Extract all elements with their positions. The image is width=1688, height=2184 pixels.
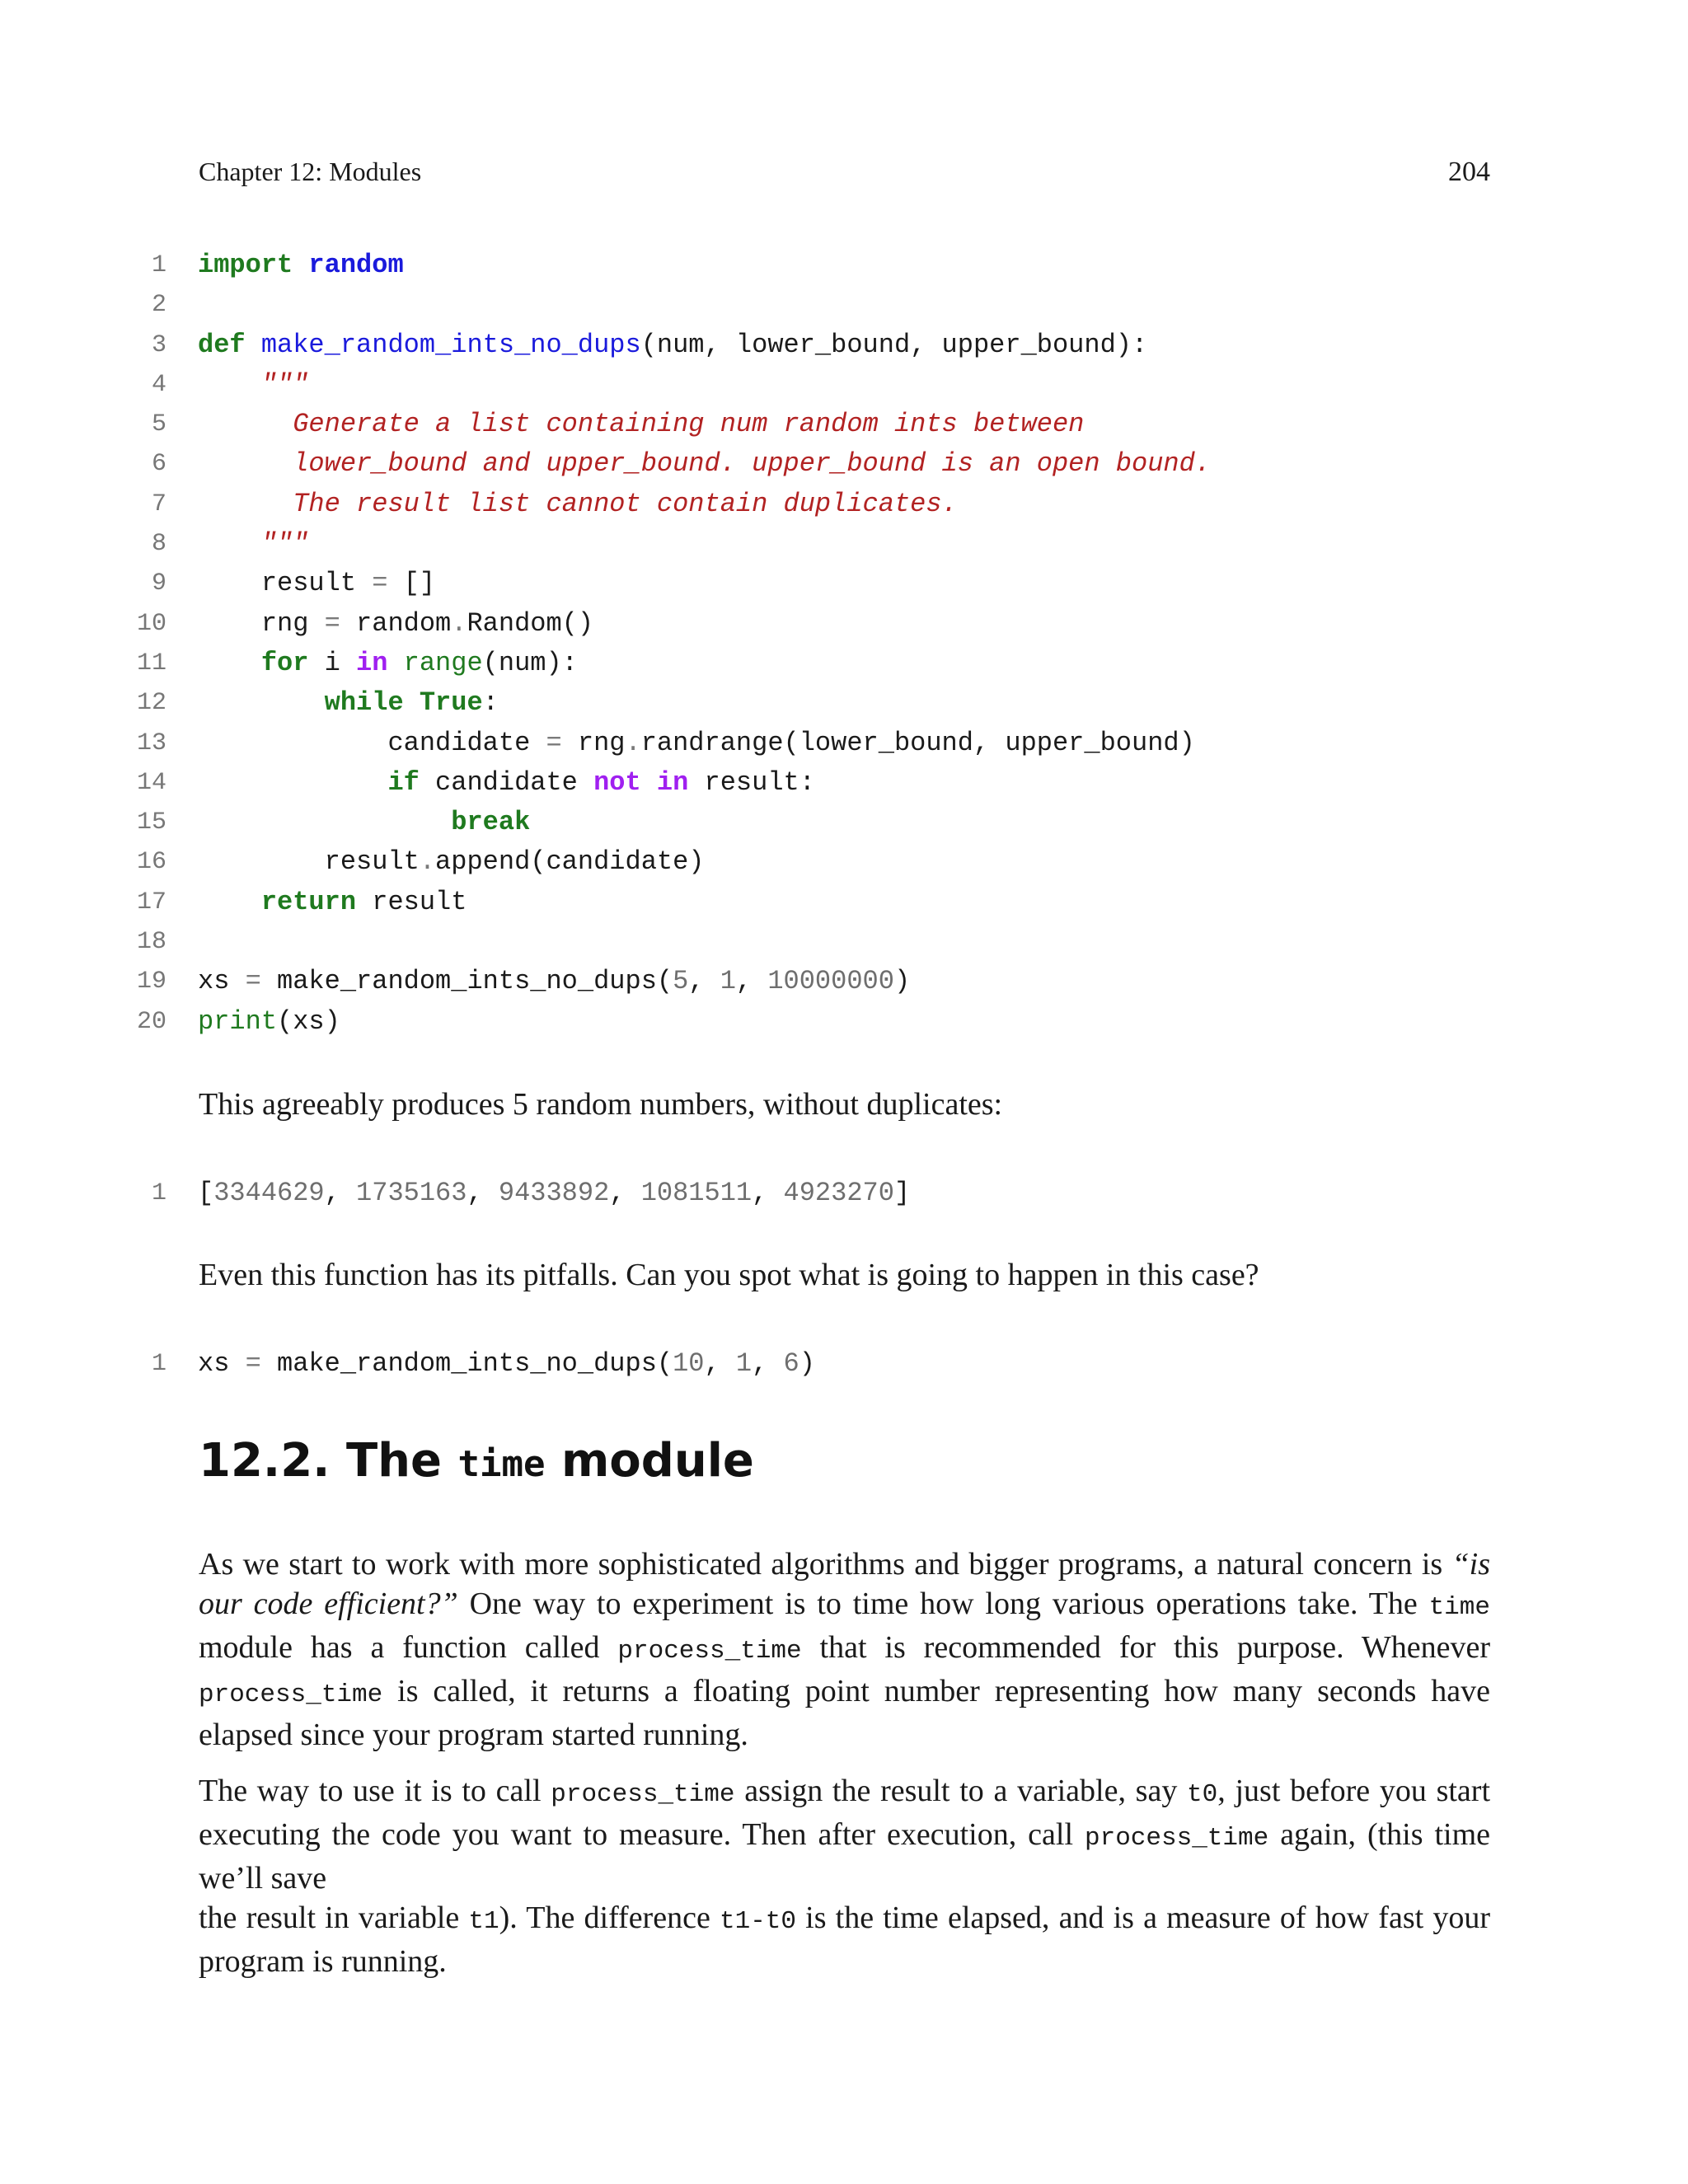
code-token: , <box>735 966 768 997</box>
line-number: 4 <box>151 370 166 399</box>
code-text <box>198 405 1084 444</box>
code-line <box>0 485 1500 524</box>
code-token: = <box>245 966 261 997</box>
line-number: 13 <box>136 729 166 757</box>
code-line <box>0 803 1500 842</box>
code-listing-pitfall <box>0 1344 1500 1384</box>
code-text <box>198 724 1195 763</box>
code-text <box>198 524 308 564</box>
line-number: 3 <box>151 330 166 359</box>
code-token: , <box>752 1178 784 1208</box>
code-text <box>198 326 1147 365</box>
code-text <box>198 883 467 922</box>
code-token: break <box>451 807 531 838</box>
code-token: result: <box>688 766 815 798</box>
code-token: 5 <box>673 966 689 997</box>
page-number: 204 <box>1448 157 1490 187</box>
code-token <box>198 687 325 718</box>
code-token: 3344629 <box>213 1178 325 1208</box>
code-line <box>0 962 1500 1001</box>
code-line <box>0 365 1500 405</box>
code-text <box>198 803 530 842</box>
code-token: rng <box>561 727 626 758</box>
text-run: that is recommended for this purpose. Whenever <box>801 1630 1490 1665</box>
code-line <box>0 405 1500 444</box>
emphasis: “is our code efficient?” <box>199 1547 1490 1621</box>
code-token: 1081511 <box>640 1178 753 1208</box>
code-token: = <box>324 607 340 639</box>
code-line <box>0 326 1500 365</box>
code-token: Generate a list containing num random ints between <box>293 409 1085 440</box>
code-token: . <box>451 607 467 639</box>
code-token: randrange(lower_bound, upper_bound) <box>640 727 1195 758</box>
code-token: 1 <box>735 1348 753 1379</box>
code-line <box>0 564 1500 603</box>
code-text <box>198 444 1211 484</box>
code-token: print <box>198 1005 278 1037</box>
code-line <box>0 922 1500 962</box>
inline-code: process_time <box>551 1780 735 1809</box>
code-token: rng <box>198 607 325 639</box>
code-token: The result list cannot contain duplicates. <box>293 488 958 519</box>
code-token: candidate <box>198 727 546 758</box>
text-run: module has a function called <box>199 1630 618 1665</box>
code-token: = <box>372 568 388 599</box>
code-token: 9433892 <box>498 1178 610 1208</box>
code-token <box>198 448 293 479</box>
inline-code: process_time <box>617 1637 802 1666</box>
line-number: 7 <box>151 490 166 518</box>
code-token: , <box>688 966 720 997</box>
code-token: ) <box>893 966 911 997</box>
code-token: """ <box>260 368 309 400</box>
code-token: (num): <box>482 647 578 678</box>
code-text <box>198 604 593 644</box>
code-token: (num, lower_bound, upper_bound): <box>640 329 1148 360</box>
code-token: : <box>482 687 499 719</box>
code-token: i <box>308 647 357 678</box>
code-line <box>0 724 1500 763</box>
line-number: 2 <box>151 291 166 320</box>
code-line <box>0 524 1500 564</box>
line-number: 1 <box>151 1179 166 1207</box>
section-heading <box>199 1434 754 1488</box>
code-token <box>404 687 420 718</box>
code-token <box>387 648 403 678</box>
code-token: def <box>198 329 246 360</box>
code-line <box>0 285 1500 325</box>
line-number: 16 <box>136 848 166 877</box>
line-number: 18 <box>136 928 166 957</box>
code-token: make_random_ints_no_dups <box>260 329 641 360</box>
line-number: 12 <box>136 689 166 718</box>
code-token: return <box>260 886 357 917</box>
line-number: 15 <box>136 808 166 837</box>
code-line <box>0 683 1500 723</box>
code-listing-function <box>0 246 1500 1042</box>
paragraph-text: Even this function has its pitfalls. Can you spot what is going to happen in this case? <box>199 1258 1259 1292</box>
code-token <box>198 489 293 519</box>
code-token <box>198 887 261 917</box>
code-token: """ <box>260 528 309 560</box>
text-run: , just before you start executing the code you want to measure. Then after execution, call <box>199 1774 1491 1852</box>
line-number: 9 <box>151 569 166 598</box>
line-number: 20 <box>136 1007 166 1036</box>
inline-code: t1 <box>468 1907 499 1936</box>
code-token: (xs) <box>277 1005 340 1037</box>
line-number: 14 <box>136 768 166 797</box>
code-token: 1 <box>720 966 736 997</box>
text-run: is called, it returns a floating point number representing how many seconds have elapsed since your program started running. <box>199 1674 1490 1752</box>
paragraph-usage <box>199 1771 1490 1981</box>
code-token: import <box>198 250 293 280</box>
code-token: range <box>403 647 483 678</box>
code-token: , <box>704 1348 736 1379</box>
code-line <box>0 842 1500 882</box>
code-text <box>198 485 958 524</box>
code-text <box>198 962 910 1001</box>
text-run: assign the result to a variable, say <box>734 1774 1188 1808</box>
code-text <box>198 683 499 723</box>
code-listing-output <box>0 1174 1500 1213</box>
code-text <box>198 1002 340 1042</box>
code-line <box>0 1174 1500 1213</box>
paragraph-pitfall <box>199 1255 1490 1311</box>
code-token: not <box>593 766 641 798</box>
code-token <box>198 648 261 678</box>
code-token: result <box>356 886 467 917</box>
code-text <box>198 1174 910 1213</box>
code-token: result <box>198 846 420 878</box>
text-run: the result in variable <box>199 1900 469 1935</box>
line-number: 1 <box>151 251 166 279</box>
code-text <box>198 644 578 683</box>
code-token: random <box>308 250 404 280</box>
code-token: random <box>340 607 452 639</box>
code-token: 1735163 <box>356 1178 467 1208</box>
code-token: True <box>419 687 483 719</box>
code-token: Random() <box>467 607 594 639</box>
heading-code: time <box>457 1443 546 1485</box>
code-token <box>641 767 657 798</box>
text-run: One way to experiment is to time how long various operations take. The <box>457 1586 1429 1621</box>
code-token: ) <box>799 1348 815 1379</box>
text-run: As we start to work with more sophisticated algorithms and bigger programs, a natural concern is <box>199 1547 1452 1582</box>
code-text <box>198 1344 815 1384</box>
code-token <box>198 767 387 798</box>
code-token: 10000000 <box>767 966 894 997</box>
code-line <box>0 1002 1500 1042</box>
code-token: xs <box>198 966 246 997</box>
code-token: make_random_ints_no_dups( <box>260 1348 673 1379</box>
code-line <box>0 883 1500 922</box>
code-token: result <box>198 568 373 599</box>
code-token: = <box>546 727 562 758</box>
line-number: 17 <box>136 888 166 916</box>
code-token <box>246 330 261 360</box>
code-token: in <box>656 766 689 798</box>
line-number: 6 <box>151 450 166 479</box>
inline-code: time <box>1428 1593 1490 1622</box>
code-line <box>0 1344 1500 1384</box>
heading-prefix: 12.2. The <box>199 1434 458 1488</box>
heading-suffix: module <box>545 1434 754 1488</box>
chapter-title: Chapter 12: Modules <box>199 157 422 186</box>
code-line <box>0 763 1500 803</box>
code-token: , <box>752 1348 784 1379</box>
text-run: is the time elapsed, and is a measure of how fast your program is running. <box>199 1900 1490 1979</box>
code-token <box>293 250 308 280</box>
code-line <box>0 644 1500 683</box>
paragraph-text: This agreeably produces 5 random numbers, without duplicates: <box>199 1087 1003 1122</box>
code-token <box>198 528 261 559</box>
running-header <box>199 157 1490 190</box>
code-token: if <box>387 766 420 798</box>
section-body <box>199 1544 1490 1998</box>
code-token: . <box>419 846 436 878</box>
code-token <box>198 409 293 439</box>
code-token: [ <box>198 1178 214 1208</box>
inline-code: t0 <box>1187 1780 1218 1809</box>
code-line <box>0 444 1500 484</box>
code-token: xs <box>198 1348 246 1379</box>
code-text <box>198 763 815 803</box>
code-token: candidate <box>419 766 594 798</box>
code-line <box>0 246 1500 285</box>
code-text <box>198 564 435 603</box>
code-token: [] <box>387 568 436 599</box>
code-token <box>198 369 261 400</box>
line-number: 19 <box>136 968 166 996</box>
text-run: again, (this time we’ll save <box>199 1817 1490 1896</box>
code-token: append(candidate) <box>435 846 705 878</box>
line-number: 1 <box>151 1350 166 1378</box>
code-token: for <box>260 647 309 678</box>
text-run: The way to use it is to call <box>199 1774 551 1808</box>
code-token: while <box>324 687 404 719</box>
line-number: 5 <box>151 410 166 439</box>
code-token: , <box>467 1178 499 1208</box>
paragraph-intro-time <box>199 1544 1490 1755</box>
text-run: ). The difference <box>499 1900 720 1935</box>
code-token: make_random_ints_no_dups( <box>260 966 673 997</box>
code-line <box>0 604 1500 644</box>
code-text <box>198 842 705 882</box>
code-token: in <box>356 647 388 678</box>
code-token: 6 <box>783 1348 799 1379</box>
paragraph-output-intro <box>199 1085 1490 1141</box>
code-token: , <box>609 1178 641 1208</box>
code-token: = <box>245 1348 261 1379</box>
code-token: 4923270 <box>783 1178 894 1208</box>
code-token: . <box>625 727 641 758</box>
code-token: ] <box>893 1178 911 1208</box>
code-token: lower_bound and upper_bound. upper_bound is an open bound. <box>293 448 1211 480</box>
line-number: 8 <box>151 530 166 559</box>
line-number: 11 <box>136 649 166 677</box>
code-token: 10 <box>673 1348 705 1379</box>
code-text <box>198 246 404 285</box>
code-token <box>198 807 451 837</box>
code-token: , <box>324 1178 357 1208</box>
inline-code: process_time <box>1084 1824 1269 1853</box>
line-number: 10 <box>136 609 166 638</box>
inline-code: t1-t0 <box>719 1907 796 1936</box>
code-text <box>198 365 308 405</box>
inline-code: process_time <box>199 1680 383 1709</box>
